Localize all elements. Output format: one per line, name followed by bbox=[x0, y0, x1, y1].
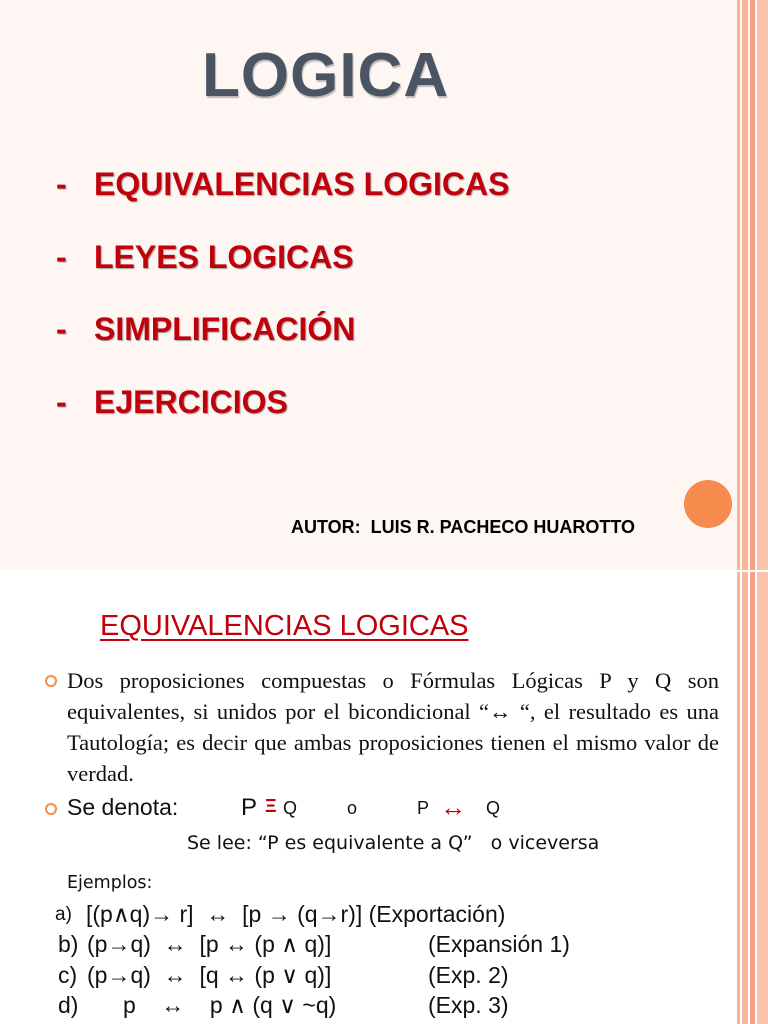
examples-label: Ejemplos: bbox=[67, 873, 153, 893]
decorative-stripe bbox=[742, 572, 748, 1024]
topic-label: EQUIVALENCIAS LOGICAS bbox=[94, 166, 510, 202]
decorative-stripe bbox=[737, 572, 740, 1024]
topic-ejercicios bbox=[56, 384, 288, 421]
example-c bbox=[0, 962, 700, 992]
example-note: (Exp. 3) bbox=[428, 992, 509, 1018]
decorative-stripe bbox=[742, 0, 748, 570]
variable-p: P bbox=[241, 794, 258, 821]
page-title: LOGICA bbox=[202, 41, 450, 110]
example-formula: (p→q) ↔ [q ↔ (p ∨ q)] bbox=[87, 962, 332, 988]
notation-label: Se denota: bbox=[67, 794, 179, 820]
topic-dash: - bbox=[56, 239, 67, 275]
author-line: AUTOR: LUIS R. PACHECO HUAROTTO bbox=[291, 517, 636, 537]
equivalence-symbol: Ξ bbox=[265, 796, 277, 816]
bullet-ring-icon bbox=[45, 803, 57, 815]
definition-paragraph: Dos proposiciones compuestas o Fórmulas Lógicas P y Q son equivalentes, si unidos por el bicondicional “↔ “, el resultado es una Tautología; es decir que ambas proposiciones tienen el mismo valor de verdad. bbox=[67, 668, 719, 786]
example-formula: (p→q) ↔ [p ↔ (p ∧ q)] bbox=[87, 931, 332, 957]
example-id: d) bbox=[58, 992, 79, 1018]
decorative-stripe bbox=[750, 0, 755, 570]
variable-q: Q bbox=[486, 798, 501, 818]
topic-leyes bbox=[56, 239, 354, 276]
topic-dash: - bbox=[56, 311, 67, 347]
example-id: a) bbox=[55, 904, 72, 925]
variable-p: P bbox=[417, 798, 430, 818]
topic-label: SIMPLIFICACIÓN bbox=[94, 311, 356, 347]
decorative-stripe bbox=[737, 0, 740, 570]
topic-simplificacion bbox=[56, 311, 355, 348]
example-note: (Expansión 1) bbox=[428, 931, 570, 957]
section-heading: EQUIVALENCIAS LOGICAS bbox=[100, 610, 469, 642]
topic-dash: - bbox=[56, 166, 67, 202]
biconditional-arrow-icon: ↔ bbox=[440, 792, 466, 822]
example-a bbox=[0, 901, 700, 931]
variable-q: Q bbox=[283, 798, 298, 818]
example-formula: p ↔ p ∧ (q ∨ ~q) bbox=[123, 992, 337, 1018]
example-note: (Exp. 2) bbox=[428, 962, 509, 988]
topic-equivalencias bbox=[56, 166, 509, 203]
orange-circle-decoration bbox=[684, 480, 732, 528]
example-id: c) bbox=[58, 962, 78, 988]
reading-note: Se lee: “P es equivalente a Q” o viceversa bbox=[187, 832, 600, 854]
bullet-ring-icon bbox=[45, 675, 57, 687]
example-id: b) bbox=[58, 931, 79, 957]
notation-line bbox=[67, 794, 667, 828]
example-formula: [(p∧q)→ r] ↔ [p → (q→r)] (Exportación) bbox=[86, 901, 506, 927]
example-d bbox=[0, 992, 700, 1022]
topic-label: LEYES LOGICAS bbox=[94, 239, 354, 275]
example-b bbox=[0, 931, 700, 961]
topic-label: EJERCICIOS bbox=[94, 384, 288, 420]
decorative-stripe bbox=[750, 572, 755, 1024]
decorative-stripe bbox=[757, 0, 768, 570]
decorative-stripe bbox=[757, 572, 768, 1024]
topic-dash: - bbox=[56, 384, 67, 420]
or-word: o bbox=[347, 798, 358, 818]
